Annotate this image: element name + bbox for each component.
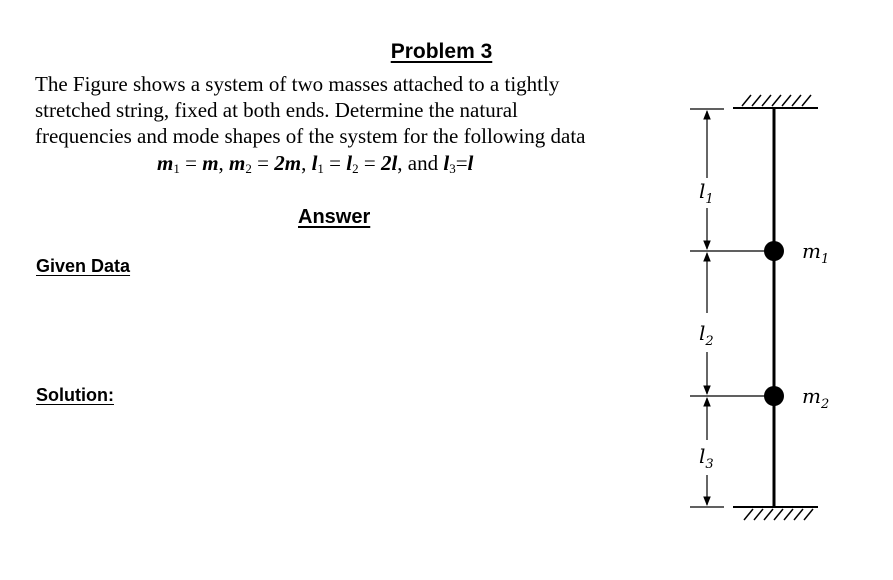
eq-sub-l1: 1 — [317, 161, 324, 176]
eq-comma-3: , — [397, 151, 403, 175]
eq-comma-2: , — [301, 151, 307, 175]
eq-equals-3: = — [329, 151, 341, 175]
answer-heading: Answer — [298, 206, 371, 228]
mass-1-dot — [764, 241, 784, 261]
length-label-l2: $l_2$ — [699, 321, 714, 349]
eq-sub-l2: 2 — [352, 161, 359, 176]
eq-l-symbol-3: l — [443, 151, 450, 175]
length-label-l3: $l_3$ — [699, 444, 714, 472]
eq-equals-2: = — [257, 151, 269, 175]
bottom-support — [733, 507, 818, 520]
eq-l1-l2-value: 2l — [380, 151, 398, 175]
mass-label-m2: $m_2$ — [802, 384, 830, 412]
eq-l-symbol-1: l — [311, 151, 318, 175]
eq-equals-1: = — [185, 151, 197, 175]
eq-l3-value: l — [467, 151, 474, 175]
mass-2-dot — [764, 386, 784, 406]
given-data-label: Given Data — [36, 256, 131, 276]
eq-m-symbol: m — [157, 151, 174, 175]
eq-equals-5: = — [455, 151, 468, 175]
eq-sub-l3: 3 — [449, 161, 456, 176]
statement-line-1: The Figure shows a system of two masses attached to a tightly — [35, 72, 560, 96]
problem-title: Problem 3 — [390, 40, 493, 63]
length-label-l1: $l_1$ — [699, 179, 714, 207]
mass-label-m1: $m_1$ — [802, 239, 830, 267]
eq-l-symbol-2: l — [346, 151, 353, 175]
eq-m-symbol-2: m — [229, 151, 246, 175]
eq-m1-value: m — [202, 151, 219, 175]
eq-sub-2: 2 — [245, 161, 252, 176]
eq-equals-4: = — [363, 151, 376, 175]
eq-m2-value: 2m — [274, 151, 302, 175]
statement-line-2: stretched string, fixed at both ends. Determine the natural — [35, 98, 518, 122]
top-support — [733, 95, 818, 108]
solution-label: Solution: — [36, 385, 114, 405]
eq-comma-1: , — [218, 151, 224, 175]
statement-line-3: frequencies and mode shapes of the system for the following data — [35, 124, 586, 148]
eq-sub-1: 1 — [173, 161, 180, 176]
eq-and: and — [407, 151, 439, 175]
